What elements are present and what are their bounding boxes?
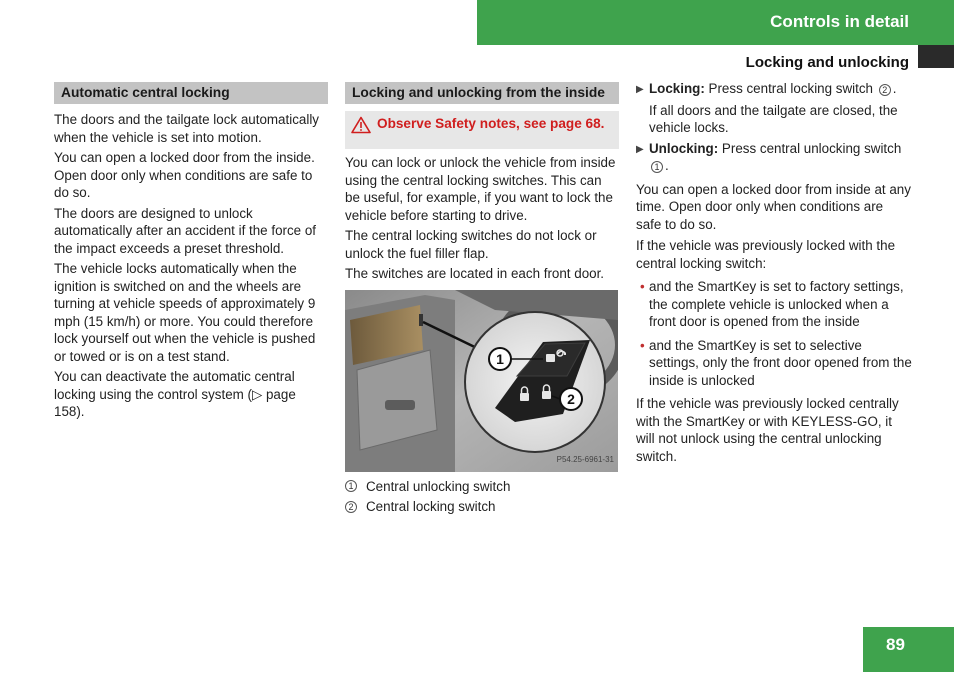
section-title: Controls in detail: [770, 12, 909, 31]
paragraph: The doors and the tailgate lock automatically when the vehicle is set into motion.: [54, 112, 319, 145]
page-number: 89: [886, 635, 905, 654]
step-label: Unlocking:: [649, 140, 719, 156]
photo-reference-code: P54.25-6961-31: [556, 455, 614, 464]
legend-item-1: [345, 478, 619, 496]
paragraph: The switches are located in each front door.: [345, 266, 605, 281]
step-end: .: [665, 158, 669, 173]
callout-number-2: 2: [345, 501, 357, 513]
callout-number-ref: 2: [879, 84, 891, 96]
warning-triangle-icon: [351, 116, 371, 134]
callout-number-ref: 1: [651, 161, 663, 173]
safety-warning-text: Observe Safety notes, see page 68.: [377, 116, 605, 131]
bullet-text: and the SmartKey is set to factory settings, the complete vehicle is unlocked when a front door is opened from the inside: [649, 279, 904, 329]
bullet-item: [636, 278, 912, 331]
step-label: Locking:: [649, 81, 705, 96]
paragraph: If the vehicle was previously locked centrally with the SmartKey or with KEYLESS-GO, it will not unlock using the central unlocking switch.: [636, 396, 899, 464]
step-text: [649, 140, 912, 175]
left-column: [54, 82, 328, 424]
arrow-right-icon: ▶: [636, 84, 644, 95]
svg-text:1: 1: [496, 350, 504, 367]
bullet-item: [636, 337, 912, 390]
arrow-right-icon: ▶: [636, 143, 644, 155]
door-switch-illustration: [345, 290, 618, 472]
paragraph: The vehicle locks automatically when the ignition is switched on and the wheels are turning at vehicle speeds of approximately 9 mph (15 km/h) or more. You could therefore lock yourself out when the vehicle is pushed or towed or is on a test stand.: [54, 261, 316, 364]
paragraph: The central locking switches do not lock or unlock the fuel filler flap.: [345, 228, 597, 261]
page-number-box: [863, 627, 954, 672]
bullet-text: and the SmartKey is set to selective settings, only the front door opened from the inside is unlocked: [649, 337, 912, 388]
step-end: .: [892, 81, 897, 96]
paragraph-page-reference: You can deactivate the automatic central locking using the control system (▷ page 158).: [54, 369, 296, 419]
bullet-dot-icon: •: [640, 337, 645, 353]
legend-label: Central locking switch: [366, 499, 496, 514]
paragraph: The doors are designed to unlock automatically after an accident if the force of the impact exceeds a preset threshold.: [54, 205, 317, 256]
legend-item-2: [345, 498, 619, 516]
subsection-title: Locking and unlocking: [745, 54, 909, 71]
callout-number-1: 1: [345, 480, 357, 492]
paragraph: You can lock or unlock the vehicle from inside using the central locking switches. This can be useful, for example, if you want to lock the vehicle before starting to drive.: [345, 155, 616, 223]
legend-label: Central unlocking switch: [366, 478, 511, 494]
paragraph: If the vehicle was previously locked with the central locking switch:: [636, 238, 896, 271]
step-text: [649, 80, 912, 99]
step-instruction: Press central unlocking switch: [721, 140, 902, 156]
chapter-tab-marker: [918, 45, 954, 68]
instruction-step-unlocking: [636, 140, 912, 175]
safety-warning-box: [345, 111, 619, 149]
middle-column: [345, 82, 619, 519]
heading-automatic-central-locking: Automatic central locking: [54, 82, 328, 104]
heading-locking-from-inside: Locking and unlocking from the inside: [345, 82, 619, 104]
bullet-dot-icon: •: [640, 279, 645, 294]
right-column: [636, 80, 912, 469]
paragraph: You can open a locked door from inside at any time. Open door only when conditions are safe to do so.: [636, 181, 911, 232]
door-switch-photo: [345, 290, 618, 472]
instruction-step-locking: [636, 80, 912, 99]
locking-result-note: If all doors and the tailgate are closed, the vehicle locks.: [649, 102, 898, 135]
paragraph: You can open a locked door from the inside. Open door only when conditions are safe to do so.: [54, 150, 315, 200]
svg-text:2: 2: [567, 390, 575, 407]
step-instruction: Press central locking switch: [708, 81, 873, 96]
